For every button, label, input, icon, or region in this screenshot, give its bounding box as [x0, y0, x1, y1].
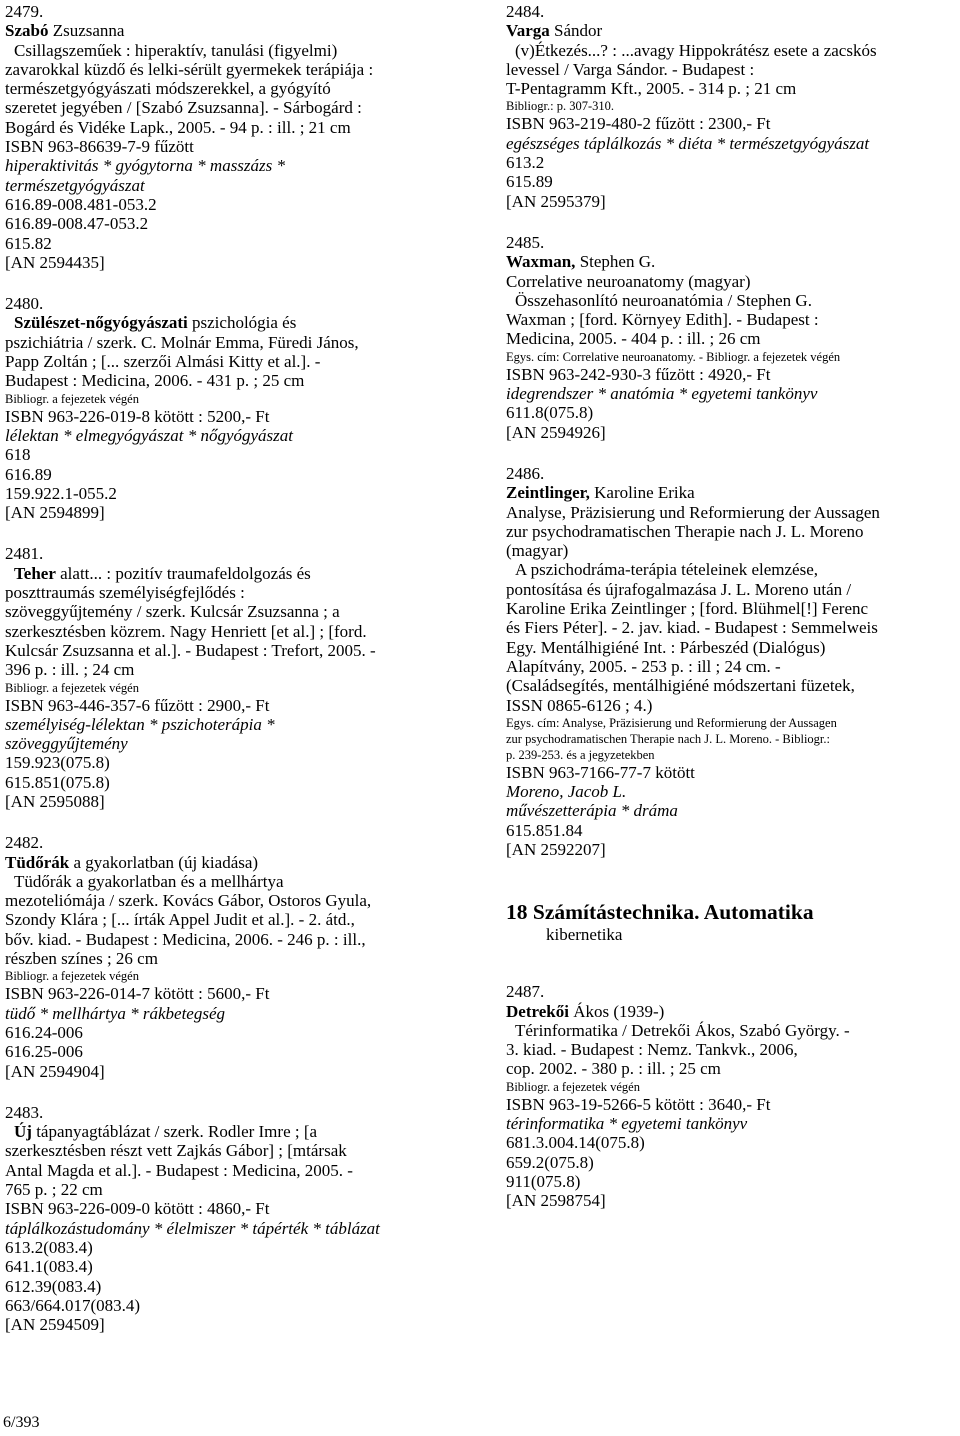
entry-line: Tüdőrák a gyakorlatban és a mellhártya	[14, 871, 284, 891]
subject-terms: lélektan * elmegyógyászat * nőgyógyászat	[5, 425, 293, 445]
page-number: 6/393	[3, 1414, 40, 1431]
subject-terms: térinformatika * egyetemi tankönyv	[506, 1114, 748, 1134]
bibliographic-note: Egys. cím: Analyse, Präzisierung und Reformierung der Aussagen	[506, 715, 837, 730]
bibliographic-note: Egys. cím: Correlative neuroanatomy. - Bibliogr. a fejezetek végén	[506, 349, 841, 364]
bibliographic-note: zur psychodramatischen Therapie nach J. L. Moreno. - Bibliogr.:	[506, 731, 830, 746]
entry-line: 396 p. : ill. ; 24 cm	[5, 660, 135, 680]
entry-line: poszttraumás személyiségfejlődés :	[5, 583, 245, 603]
entry-line: [AN 2594926]	[506, 422, 606, 442]
catalog-entry	[506, 982, 956, 1210]
entry-line	[5, 853, 460, 872]
subject-terms: művészetterápia * dráma	[506, 801, 678, 821]
entry-line: ISBN 963-226-019-8 kötött : 5200,- Ft	[5, 406, 270, 426]
subject-terms: hiperaktivitás * gyógytorna * masszázs *	[5, 156, 286, 176]
entry-heading-rest: a gyakorlatban (új kiadása)	[69, 852, 259, 872]
entry-line: [AN 2594435]	[5, 252, 105, 272]
entry-line: szerkesztésben részt vett Zajkás Gábor] ; [mtársak	[5, 1141, 347, 1161]
entry-line: 659.2(075.8)	[506, 1152, 594, 1172]
bibliographic-note: Bibliogr.: p. 307-310.	[506, 99, 614, 114]
entry-line: pszichiátria / szerk. C. Molnár Emma, Füredi János,	[5, 332, 359, 352]
bibliographic-note: Bibliogr. a fejezetek végén	[5, 969, 139, 984]
entry-line: [AN 2595379]	[506, 191, 606, 211]
entry-line: 616.25-006	[5, 1042, 83, 1062]
right-entries	[506, 2, 956, 859]
subject-terms: tüdő * mellhártya * rákbetegség	[5, 1003, 226, 1023]
entry-heading-word: Teher	[14, 563, 56, 583]
entry-line: 663/664.017(083.4)	[5, 1295, 141, 1315]
entry-line: ISBN 963-446-357-6 fűzött : 2900,- Ft	[5, 695, 270, 715]
entry-line: Waxman ; [ford. Környey Edith]. - Budapest :	[506, 310, 819, 330]
entry-line: 613.2	[506, 153, 545, 173]
entry-line: 616.89-008.481-053.2	[5, 194, 157, 214]
entry-line: zur psychodramatischen Therapie nach J. L. Moreno	[506, 521, 864, 541]
entry-number: 2481.	[5, 544, 44, 564]
entry-line: 159.922.1-055.2	[5, 483, 117, 503]
entry-number: 2480.	[5, 294, 44, 314]
entry-heading-rest: tápanyagtáblázat / szerk. Rodler Imre ; [a	[31, 1122, 318, 1142]
entry-line: Csillagszeműek : hiperaktív, tanulási (figyelmi)	[14, 40, 338, 60]
entry-number: 2485.	[506, 232, 545, 252]
entry-line: (v)Étkezés...? : ...avagy Hippokrátész esete a zacskós	[515, 40, 877, 60]
entry-line	[506, 483, 956, 502]
left-column	[5, 2, 460, 1334]
subject-terms: egészséges táplálkozás * diéta * természetgyógyászat	[506, 133, 870, 153]
entry-line: Papp Zoltán ; [... szerzői Almási Kitty et al.]. -	[5, 352, 321, 372]
catalog-entry	[5, 2, 460, 272]
subject-terms: személyiség-lélektan * pszichoterápia *	[5, 714, 275, 734]
entry-spacer	[5, 522, 460, 544]
entry-heading-word: Detrekői	[506, 1001, 569, 1021]
entry-line: 765 p. ; 22 cm	[5, 1180, 103, 1200]
entry-line: szerkesztésben közrem. Nagy Henriett [et al.] ; [ford.	[5, 621, 367, 641]
catalog-entry	[506, 233, 956, 442]
entry-number: 2484.	[506, 2, 545, 21]
entry-line: ISBN 963-226-009-0 kötött : 4860,- Ft	[5, 1199, 270, 1219]
entry-line: T-Pentagramm Kft., 2005. - 314 p. ; 21 cm	[506, 79, 797, 99]
entry-line: Térinformatika / Detrekői Ákos, Szabó György. -	[515, 1020, 850, 1040]
entry-line: Correlative neuroanatomy (magyar)	[506, 271, 751, 291]
entry-heading-rest: Stephen G.	[575, 252, 656, 272]
entry-heading-word: Tüdőrák	[5, 852, 70, 872]
entry-number: 2487.	[506, 982, 545, 1002]
entry-line	[5, 21, 460, 40]
entry-heading-rest: pszichológia és	[187, 313, 297, 333]
entry-line: Szondy Klára ; [... írták Appel Judit et al.]. - 2. átd.,	[5, 910, 355, 930]
entry-line: 3. kiad. - Budapest : Nemz. Tankvk., 2006,	[506, 1040, 798, 1060]
entry-heading-rest: alatt... : pozitív traumafeldolgozás és	[55, 563, 311, 583]
entry-line: 612.39(083.4)	[5, 1276, 102, 1296]
entry-line: 616.24-006	[5, 1022, 83, 1042]
entry-heading-word: Új	[14, 1122, 32, 1142]
entry-line: ISBN 963-226-014-7 kötött : 5600,- Ft	[5, 984, 270, 1004]
entry-heading-word: Szülészet-nőgyógyászati	[14, 313, 188, 333]
entry-line	[506, 21, 956, 40]
catalog-entry	[506, 464, 956, 859]
entry-line: 611.8(075.8)	[506, 403, 594, 423]
entry-line: 615.851.84	[506, 820, 583, 840]
entry-line: 641.1(083.4)	[5, 1257, 93, 1277]
entry-number: 2479.	[5, 2, 44, 21]
entry-line: Alapítvány, 2005. - 253 p. : ill ; 24 cm. -	[506, 656, 781, 676]
entry-spacer	[506, 211, 956, 233]
catalog-entry	[5, 833, 460, 1081]
entry-line: Medicina, 2005. - 404 p. : ill. ; 26 cm	[506, 329, 761, 349]
entry-heading-word: Szabó	[5, 21, 49, 41]
entry-line	[5, 313, 460, 332]
entry-line: ISSN 0865-6126 ; 4.)	[506, 695, 653, 715]
section-subheading: kibernetika	[546, 925, 623, 945]
entry-line: és Fiers Péter]. - 2. jav. kiad. - Budapest : Semmelweis	[506, 618, 878, 638]
entry-line: ISBN 963-7166-77-7 kötött	[506, 762, 695, 782]
entry-line: ISBN 963-86639-7-9 fűzött	[5, 137, 194, 157]
entry-line: Kulcsár Zsuzsanna et al.]. - Budapest : Trefort, 2005. -	[5, 640, 376, 660]
section-heading: 18 Számítástechnika. Automatika	[506, 900, 814, 925]
entry-line: [AN 2594899]	[5, 503, 105, 523]
entry-line: 615.89	[506, 172, 553, 192]
entry-line: (magyar)	[506, 541, 569, 561]
entry-line: [AN 2598754]	[506, 1191, 606, 1211]
entry-spacer	[5, 272, 460, 294]
entry-spacer	[506, 442, 956, 464]
entry-line: levessel / Varga Sándor. - Budapest :	[506, 59, 755, 79]
entry-line: [AN 2594509]	[5, 1315, 105, 1335]
bibliographic-note: Bibliogr. a fejezetek végén	[506, 1079, 640, 1094]
entry-line: zavarokkal küzdő és lelki-sérült gyermekek terápiája :	[5, 59, 374, 79]
entry-line: 681.3.004.14(075.8)	[506, 1133, 645, 1153]
subject-terms: idegrendszer * anatómia * egyetemi tankönyv	[506, 384, 818, 404]
bibliographic-note: p. 239-253. és a jegyzetekben	[506, 747, 655, 762]
entry-line: 613.2(083.4)	[5, 1237, 93, 1257]
entry-line: ISBN 963-219-480-2 fűzött : 2300,- Ft	[506, 114, 771, 134]
entry-line: Antal Magda et al.]. - Budapest : Medicina, 2005. -	[5, 1160, 353, 1180]
entry-line: 159.923(075.8)	[5, 753, 110, 773]
entry-line	[5, 564, 460, 583]
entry-line: 615.851(075.8)	[5, 772, 110, 792]
entry-line: bőv. kiad. - Budapest : Medicina, 2006. - 246 p. : ill.,	[5, 929, 366, 949]
entry-line: 911(075.8)	[506, 1171, 581, 1191]
entry-line: szöveggyűjtemény / szerk. Kulcsár Zsuzsanna ; a	[5, 602, 340, 622]
entry-line	[5, 1122, 460, 1141]
entry-line: Egy. Mentálhigiéné Int. : Párbeszéd (Dialógus)	[506, 637, 826, 657]
entry-spacer	[5, 811, 460, 833]
entry-line: Összehasonlító neuroanatómia / Stephen G.	[515, 290, 812, 310]
subject-terms: táplálkozástudomány * élelmiszer * tápérték * táblázat	[5, 1218, 380, 1238]
entry-line: ISBN 963-19-5266-5 kötött : 3640,- Ft	[506, 1094, 771, 1114]
subject-terms: természetgyógyászat	[5, 175, 145, 195]
entry-line: cop. 2002. - 380 p. : ill. ; 25 cm	[506, 1059, 721, 1079]
bibliographic-note: Bibliogr. a fejezetek végén	[5, 391, 139, 406]
entry-number: 2486.	[506, 463, 545, 483]
entry-line: ISBN 963-242-930-3 fűzött : 4920,- Ft	[506, 364, 771, 384]
entry-spacer	[5, 1081, 460, 1103]
entry-line	[506, 252, 956, 271]
entry-heading-word: Waxman,	[506, 252, 576, 272]
entry-line: 616.89-008.47-053.2	[5, 214, 149, 234]
entry-line: [AN 2595088]	[5, 791, 105, 811]
entry-heading-rest: Karoline Erika	[589, 483, 695, 503]
entry-heading-rest: Sándor	[549, 21, 603, 41]
entry-line: mezoteliómája / szerk. Kovács Gábor, Ostoros Gyula,	[5, 891, 372, 911]
entry-line: Budapest : Medicina, 2006. - 431 p. ; 25 cm	[5, 371, 305, 391]
catalog-entry	[5, 1103, 460, 1335]
entry-line: részben színes ; 26 cm	[5, 949, 158, 969]
right-column	[506, 2, 956, 1211]
entry-heading-rest: Zsuzsanna	[48, 21, 125, 41]
catalog-entry	[506, 2, 956, 211]
entry-line: 616.89	[5, 464, 52, 484]
catalog-entry	[5, 294, 460, 522]
entry-line: szeretet jegyében / [Szabó Zsuzsanna]. - Sárbogárd :	[5, 98, 362, 118]
entry-line: Karoline Erika Zeintlinger ; [ford. Blühmel[!] Ferenc	[506, 599, 869, 619]
entry-line: pontosítása és újrafogalmazása J. L. Moreno után /	[506, 579, 852, 599]
entry-line: természetgyógyászati módszerekkel, a gyógyító	[5, 79, 331, 99]
subject-terms: szöveggyűjtemény	[5, 734, 128, 754]
entry-line: [AN 2594904]	[5, 1061, 105, 1081]
bibliographic-note: Bibliogr. a fejezetek végén	[5, 680, 139, 695]
entry-line: [AN 2592207]	[506, 839, 606, 859]
catalog-entry	[5, 544, 460, 811]
entry-line: Analyse, Präzisierung und Reformierung der Aussagen	[506, 502, 880, 522]
entry-number: 2482.	[5, 833, 44, 853]
entry-line: 615.82	[5, 233, 52, 253]
entry-line: 618	[5, 445, 31, 465]
entry-heading-word: Zeintlinger,	[506, 483, 590, 503]
entry-line: (Családsegítés, mentálhigiéné módszertani füzetek,	[506, 676, 855, 696]
entry-line	[506, 1002, 956, 1021]
section-entry	[506, 982, 956, 1210]
subject-terms: Moreno, Jacob L.	[506, 782, 627, 802]
entry-number: 2483.	[5, 1102, 44, 1122]
entry-line: A pszichodráma-terápia tételeinek elemzése,	[515, 560, 819, 580]
entry-heading-word: Varga	[506, 21, 550, 41]
entry-heading-rest: Ákos (1939-)	[568, 1001, 665, 1021]
entry-line: Bogárd és Vidéke Lapk., 2005. - 94 p. : ill. ; 21 cm	[5, 117, 351, 137]
